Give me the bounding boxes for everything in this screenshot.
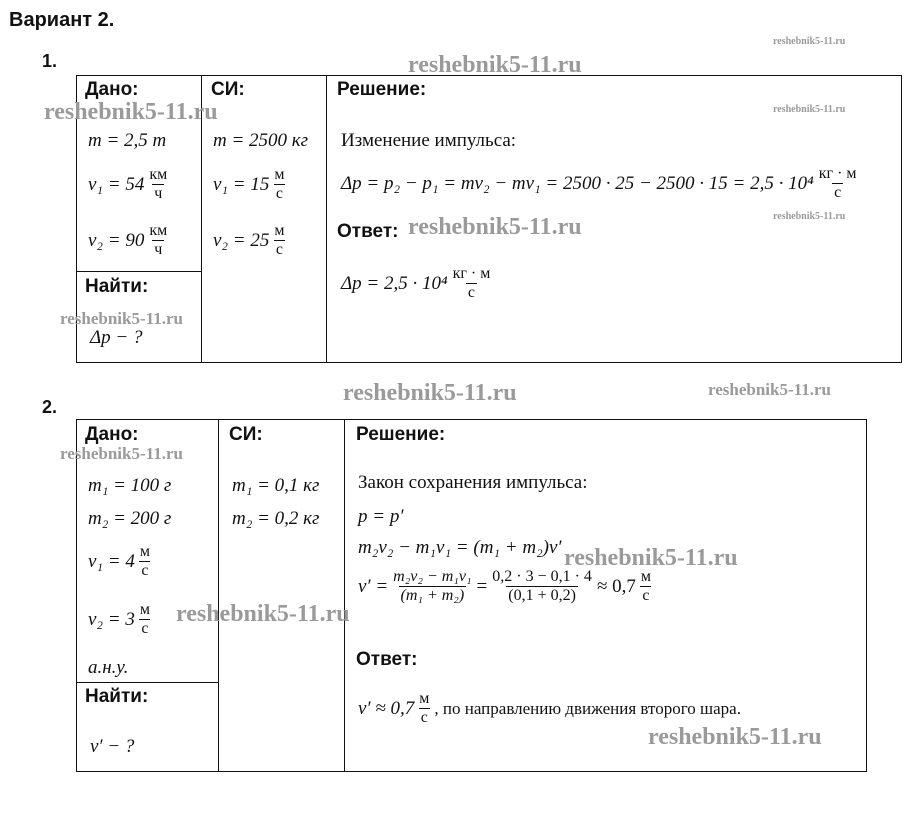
task1-si-header: СИ: [211,79,245,100]
watermark: reshebnik5-11.ru [408,52,582,78]
task2-given-v2-lhs: v₂ = 3 [88,608,135,630]
unit-denominator: с [420,709,428,727]
task1-solution-formula [341,165,862,203]
task1-si-v1 [213,166,290,204]
watermark: reshebnik5-11.ru [773,104,846,115]
task2-divider-solution [344,419,345,772]
task2-si-m2: m₂ = 0,2 кг [232,508,320,529]
task2-given-m2: m₂ = 200 г [88,508,172,529]
task2-solution-header: Решение: [356,424,446,445]
task2-answer [358,690,741,728]
task2-find-header: Найти: [85,686,149,707]
task1-solution-unit [817,165,859,203]
task2-answer-text: , по направлению движения второго шара. [434,698,741,718]
watermark: reshebnik5-11.ru [44,99,218,125]
task1-si-v2-lhs: v₂ = 25 [213,229,270,251]
task2-given-m1: m₁ = 100 г [88,475,172,496]
task2-si-header: СИ: [229,424,263,445]
task1-find-value: Δp − ? [90,327,143,348]
watermark: reshebnik5-11.ru [176,601,350,627]
task1-answer-formula [341,265,495,303]
unit-numerator: кг · м [818,165,857,182]
task1-divider-find [76,271,202,272]
task1-solution-text: Изменение импульса: [341,130,517,151]
task1-given-v2 [88,222,172,260]
variant-title: Вариант 2. [9,9,115,31]
fraction-numerator: m₂v₂ − m₁v₁ [393,568,472,585]
task1-given-v2-lhs: v₂ = 90 [88,229,145,251]
fraction-denominator: (m₁ + m₂) [400,587,465,605]
task1-solution-formula-lhs: Δp = p₂ − p₁ = mv₂ − mv₁ = 2500 · 25 − 2500 · 15 = 2,5 · 10⁴ [341,172,814,194]
task1-given-v1-lhs: v₁ = 54 [88,173,145,195]
unit-denominator: с [642,587,650,605]
task2-eq3-frac2 [490,568,594,606]
unit-denominator: с [141,620,149,638]
unit-numerator: м [640,568,651,585]
task2-solution-text: Закон сохранения импульса: [358,472,588,493]
unit-numerator: кг · м [452,265,491,282]
unit-denominator: с [467,284,476,302]
watermark: reshebnik5-11.ru [708,380,831,399]
task1-given-m: m = 2,5 т [88,130,167,151]
task2-given-v1-unit [138,543,152,581]
unit-numerator: м [419,690,430,707]
task2-divider-si [218,419,219,772]
unit-denominator: ч [154,241,163,259]
task2-eq3-equals: = [476,575,488,597]
task2-find-value: v′ − ? [90,736,135,757]
watermark: reshebnik5-11.ru [648,724,822,750]
unit-denominator: ч [154,185,163,203]
unit-numerator: км [149,222,168,239]
watermark: reshebnik5-11.ru [60,444,183,463]
task1-si-v1-lhs: v₁ = 15 [213,173,270,195]
task1-si-v2-unit [272,222,286,260]
watermark: reshebnik5-11.ru [773,211,846,222]
task1-si-v1-unit [272,166,286,204]
unit-numerator: м [274,166,285,183]
fraction-denominator: (0,1 + 0,2) [508,587,576,605]
task2-eq3-unit [639,568,653,606]
unit-numerator: м [274,222,285,239]
task1-answer-formula-lhs: Δp = 2,5 · 10⁴ [341,272,448,294]
watermark: reshebnik5-11.ru [408,214,582,240]
task2-si-m1: m₁ = 0,1 кг [232,475,320,496]
task2-eq3-frac1 [391,568,473,606]
watermark: reshebnik5-11.ru [564,545,738,571]
unit-denominator: с [141,562,149,580]
unit-denominator: с [275,241,283,259]
task1-find-header: Найти: [85,276,149,297]
task1-divider-solution [326,75,327,363]
fraction-numerator: 0,2 · 3 − 0,1 · 4 [492,568,592,585]
task2-answer-lhs: v′ ≈ 0,7 [358,697,415,719]
unit-numerator: м [139,543,150,560]
task1-given-v2-unit [147,222,169,260]
task2-eq2: m₂v₂ − m₁v₁ = (m₁ + m₂)v′ [358,537,562,558]
task2-answer-label: Ответ: [356,649,418,670]
watermark: reshebnik5-11.ru [773,36,846,47]
task2-eq3-lhs: v′ = [358,575,389,597]
task2-number: 2. [42,397,58,417]
task2-given-v1-lhs: v₁ = 4 [88,550,135,572]
task1-si-v2 [213,222,290,260]
unit-denominator: с [275,185,283,203]
task1-given-header: Дано: [85,79,139,100]
task1-solution-header: Решение: [337,79,427,100]
task2-given-v2-unit [138,601,152,639]
unit-numerator: м [139,601,150,618]
task2-given-header: Дано: [85,424,139,445]
unit-numerator: км [149,166,168,183]
task2-eq1: p = p′ [358,506,404,527]
task2-given-v2 [88,601,155,639]
task2-eq3 [358,568,656,606]
task2-divider-find [76,682,219,683]
watermark: reshebnik5-11.ru [343,380,517,406]
task1-number: 1. [42,51,58,71]
task1-answer-label: Ответ: [337,221,399,242]
unit-denominator: с [834,184,842,202]
task2-eq3-result: ≈ 0,7 [596,575,636,597]
task1-given-v1 [88,166,172,204]
task1-given-v1-unit [147,166,169,204]
task2-given-v1 [88,543,155,581]
task1-si-m: m = 2500 кг [213,130,309,151]
task1-answer-unit [451,265,493,303]
task2-answer-unit [417,690,431,728]
watermark: reshebnik5-11.ru [60,309,183,328]
task2-given-condition: а.н.у. [88,657,129,678]
